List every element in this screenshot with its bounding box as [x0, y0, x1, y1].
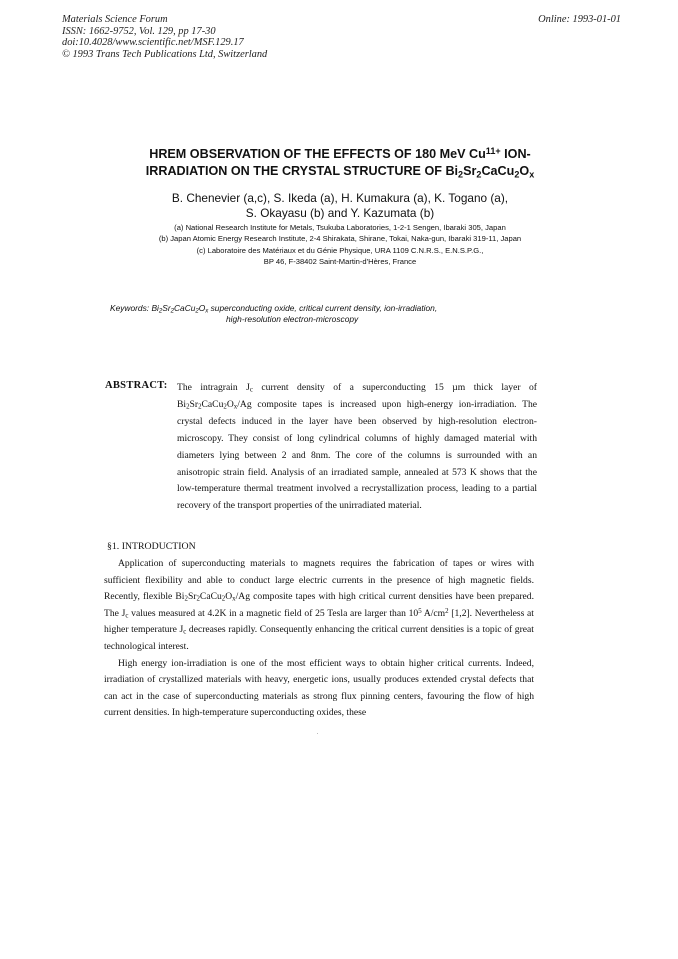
title-line-2: IRRADIATION ON THE CRYSTAL STRUCTURE OF $Bi_2Sr_2CaCu_2O_x$ — [145, 164, 535, 180]
introduction-body — [104, 556, 534, 722]
affiliation-a: (a) National Research Institute for Metals, Tsukuba Laboratories, 1-2-1 Sengen, Ibaraki 305, Japan — [174, 223, 506, 232]
paper-title — [60, 146, 620, 180]
intro-paragraph-1: Application of superconducting materials to magnets requires the fabrication of tapes or wires with sufficient flexibility and able to conduct large electric currents in the presence of high magnetic fields. Recently, flexible $Bi_2Sr_2CaCu_2O_x/Ag$ composite tapes with high critical current densities have been prepared. The $J_c$ values measured at 4.2K in a magnetic field of 25 Tesla are larger than $10^5$ $A/cm^2$ [1,2]. Nevertheless at higher temperature $J_c$ decreases rapidly. Consequently enhancing the critical current densities is a topic of great technological interest. — [104, 558, 534, 652]
keywords — [110, 303, 570, 325]
online-date: Online: 1993-01-01 — [538, 14, 621, 25]
issn-line: ISSN: 1662-9752, Vol. 129, pp 17-30 — [62, 25, 216, 37]
journal-header — [62, 14, 267, 60]
section-heading-introduction: §1. INTRODUCTION — [107, 541, 196, 552]
affiliations — [60, 222, 620, 268]
authors-line-2: S. Okayasu (b) and Y. Kazumata (b) — [245, 206, 435, 220]
doi-line: doi:10.4028/www.scientific.net/MSF.129.17 — [62, 37, 244, 49]
intro-paragraph-2: High energy ion-irradiation is one of the most efficient ways to obtain higher critical currents. Indeed, irradiation of crystallized materials with heavy, energetic ions, usually produces extended crystal defects that can act in the case of superconducting materials as strong flux pinning centers, favouring the flow of high current densities. In high-temperature superconducting oxides, these — [104, 657, 534, 719]
scan-speck — [317, 733, 318, 734]
copyright-line: © 1993 Trans Tech Publications Ltd, Switzerland — [62, 48, 268, 60]
keywords-label: Keywords: — [110, 303, 150, 313]
affiliation-c: (c) Laboratoire des Matériaux et du Génie Physique, URA 1109 C.N.R.S., E.N.S.P.G., — [196, 245, 484, 255]
abstract-text: The intragrain $J_c$ current density of a superconducting 15 µm thick layer of $Bi_2Sr_2CaCu_2O_x/Ag$ composite tapes is increased upon high-energy ion-irradiation. The crystal defects induced in the layer have been observed by high-resolution electron-microscopy. They consist of long cylindrical columns of highly damaged material with diameters lying between 2 and 8nm. The core of the columns is surrounded with an anisotropic strain field. Analysis of an irradiated sample, annealed at 573 K shows that the low-temperature thermal treatment involved a recrystallization process, leading to a partial recovery of the transport properties of the unirradiated material. — [177, 382, 537, 512]
authors-line-1: B. Chenevier (a,c), S. Ikeda (a), H. Kumakura (a), K. Togano (a), — [171, 191, 509, 205]
author-list — [60, 191, 620, 221]
keywords-line-2: high-resolution electron-microscopy — [226, 314, 359, 324]
title-line-1: HREM OBSERVATION OF THE EFFECTS OF 180 MeV $Cu^{11+}$ ION- — [149, 145, 531, 161]
keywords-line-1: Keywords: $Bi_2Sr_2CaCu_2O_x$ superconducting oxide, critical current density, ion-irradiation, — [110, 303, 438, 315]
affiliation-b: (b) Japan Atomic Energy Research Institute, 2-4 Shirakata, Shirane, Tokai, Naka-gun, Ibaraki 319-11, Japan — [158, 234, 522, 244]
abstract-label: ABSTRACT: — [105, 380, 168, 391]
journal-name: Materials Science Forum — [62, 14, 168, 25]
affiliation-c-address: BP 46, F-38402 Saint-Martin-d'Hères, France — [263, 257, 417, 267]
